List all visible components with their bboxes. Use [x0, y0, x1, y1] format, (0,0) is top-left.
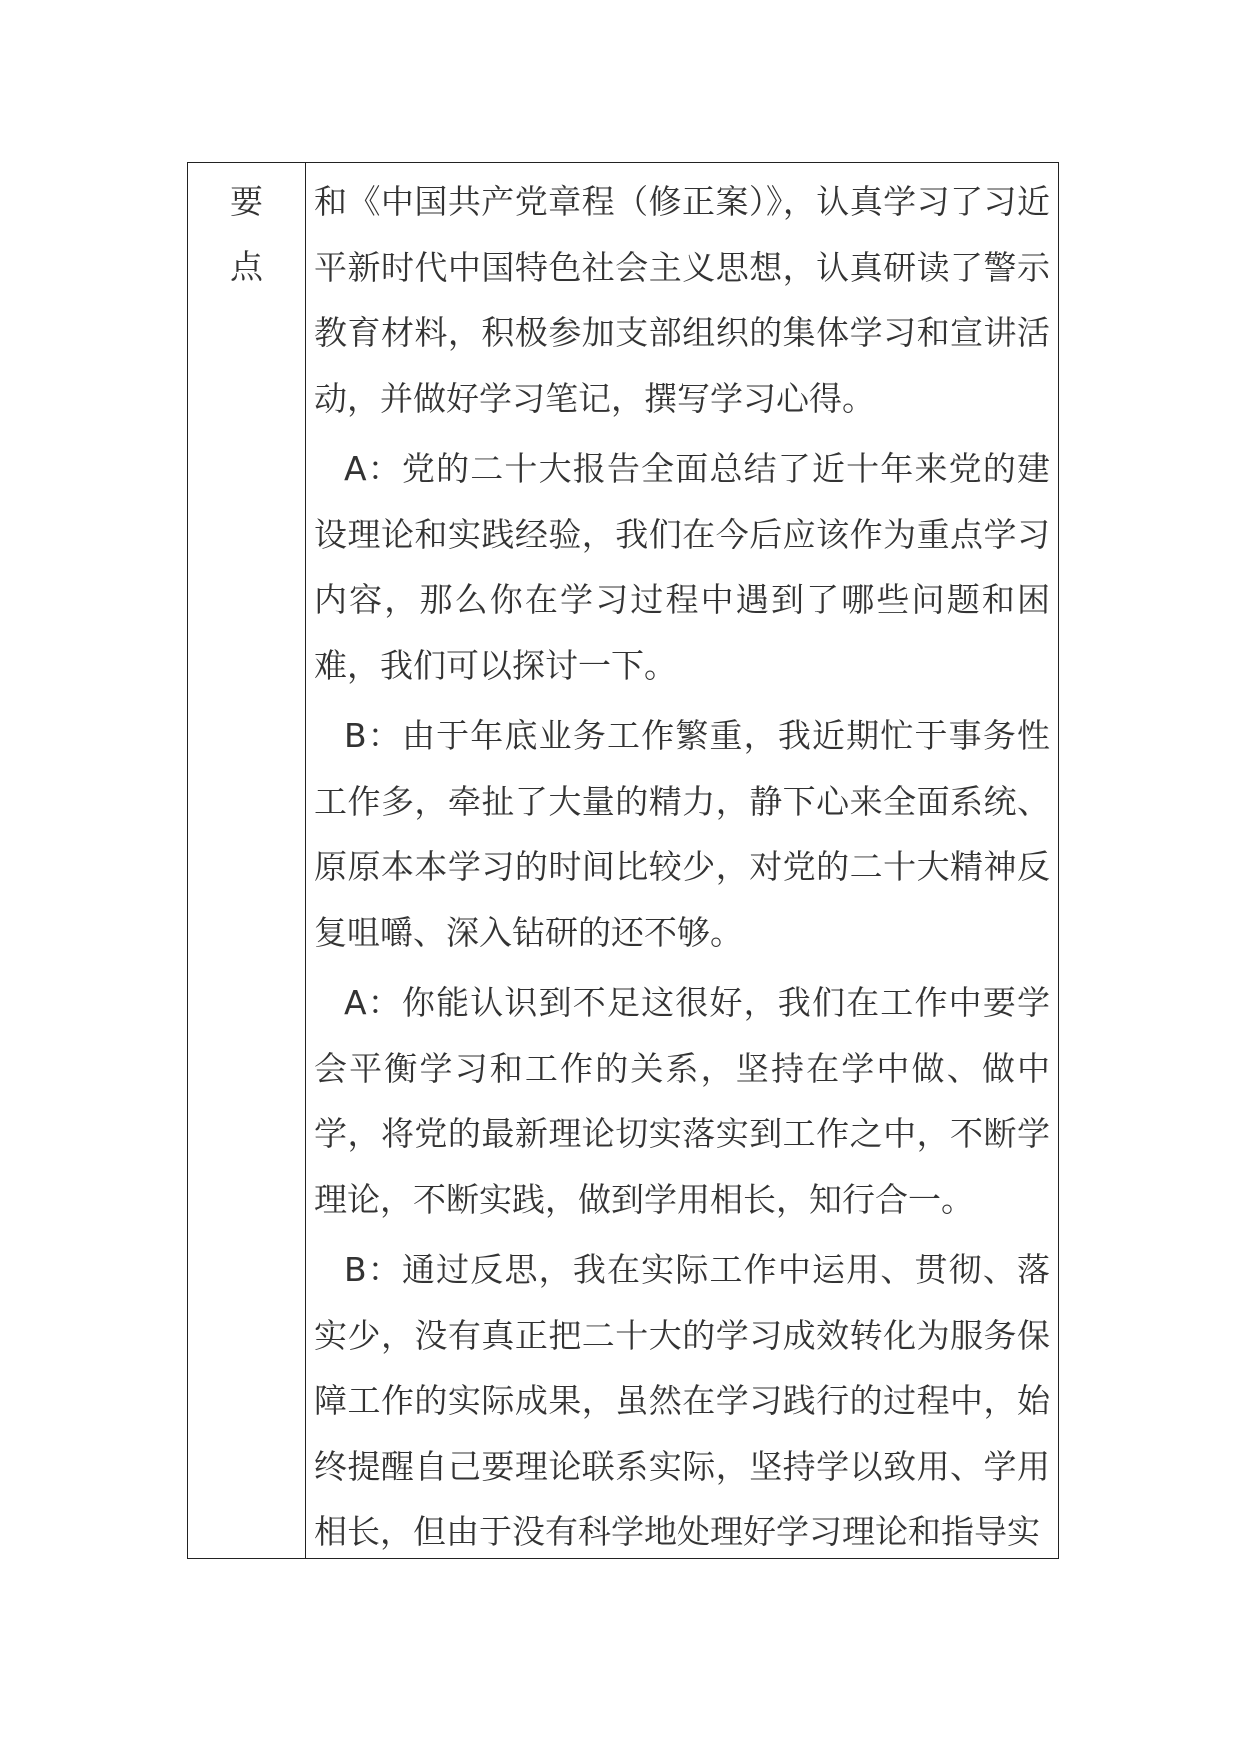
paragraph-dialogue-b2: B：通过反思，我在实际工作中运用、贯彻、落实少，没有真正把二十大的学习成效转化为服务保障工作的实际成果，虽然在学习践行的过程中，始终提醒自己要理论联系实际，坚持学以致用、学用相长，但由于没有科学地处理好学习理论和指导实: [314, 1250, 1050, 1551]
label-column: [188, 163, 306, 1558]
content-column: [306, 163, 1058, 1558]
paragraph-dialogue-b1: B：由于年底业务工作繁重，我近期忙于事务性工作多，牵扯了大量的精力，静下心来全面系统、原原本本学习的时间比较少，对党的二十大精神反复咀嚼、深入钻研的还不够。: [314, 716, 1050, 952]
label-char-2: 点: [230, 247, 263, 286]
label-char-1: 要: [230, 182, 263, 221]
paragraph-dialogue-a1: A：党的二十大报告全面总结了近十年来党的建设理论和实践经验，我们在今后应该作为重点学习内容，那么你在学习过程中遇到了哪些问题和困难，我们可以探讨一下。: [314, 449, 1050, 685]
content-table: [187, 162, 1059, 1559]
paragraph-dialogue-a2: A：你能认识到不足这很好，我们在工作中要学会平衡学习和工作的关系，坚持在学中做、做中学，将党的最新理论切实落实到工作之中，不断学理论，不断实践，做到学用相长，知行合一。: [314, 983, 1050, 1219]
paragraph-intro: 和《中国共产党章程（修正案）》，认真学习了习近平新时代中国特色社会主义思想，认真研读了警示教育材料，积极参加支部组织的集体学习和宣讲活动，并做好学习笔记，撰写学习心得。: [314, 182, 1050, 418]
